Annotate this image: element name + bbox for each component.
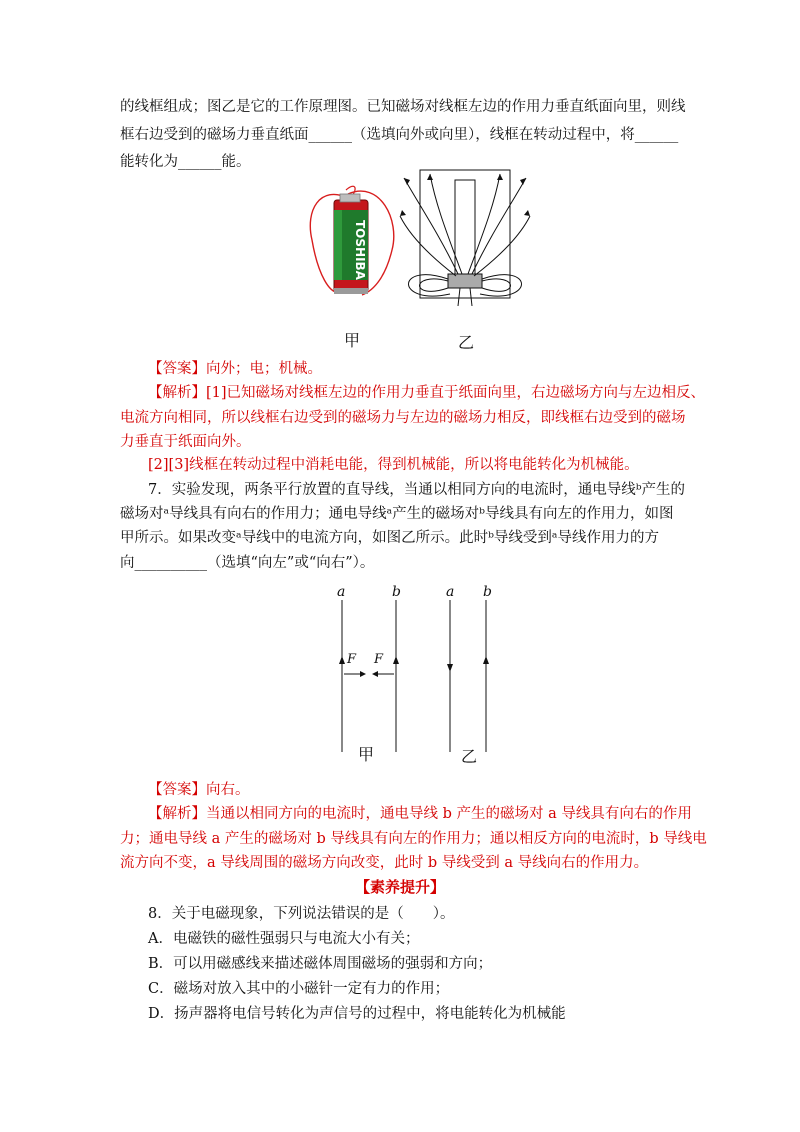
q8-option-b: B．可以用磁感线来描述磁体周围磁场的强弱和方向； xyxy=(148,956,493,972)
q6-fig-label-left: 甲 xyxy=(344,331,361,350)
q7-analysis-line-2: 力；通电导线 a 产生的磁场对 b 导线具有向左的作用力；通以相反方向的电流时，b 导线电 xyxy=(120,831,707,847)
section-title: 【素养提升】 xyxy=(354,878,445,896)
q7-wire-a-label-right: a xyxy=(446,584,455,600)
q6-analysis-line-4: [2][3]线框在转动过程中消耗电能，得到机械能，所以将电能转化为机械能。 xyxy=(148,457,639,473)
q7-fig-label-right: 乙 xyxy=(461,747,478,766)
q6-line-3: 能转化为______能。 xyxy=(120,154,251,170)
q7-line-1: 7．实验发现，两条平行放置的直导线，当通以相同方向的电流时，通电导线ᵇ产生的 xyxy=(148,482,686,498)
q7-wire-b-label-right: b xyxy=(483,584,492,600)
q7-wire-a-label-left: a xyxy=(337,584,346,600)
q7-fig-label-left: 甲 xyxy=(358,745,375,764)
q8-option-d: D．扬声器将电信号转化为声信号的过程中，将电能转化为机械能 xyxy=(148,1006,566,1022)
battery-coil-figure xyxy=(300,180,400,305)
q6-line-2: 框右边受到的磁场力垂直纸面______（选填向外或向里），线框在转动过程中，将______ xyxy=(120,127,679,143)
q7-line-3: 甲所示。如果改变ᵃ导线中的电流方向，如图乙所示。此时ᵇ导线受到ᵃ导线作用力的方 xyxy=(120,530,659,546)
q6-analysis-line-2: 电流方向相同，所以线框右边受到的磁场力与左边的磁场力相反，即线框右边受到的磁场 xyxy=(120,410,686,426)
q7-answer: 【答案】向右。 xyxy=(148,782,250,798)
q7-force-label-right: F xyxy=(374,652,384,667)
q7-analysis-line-1: 【解析】当通以相同方向的电流时，通电导线 b 产生的磁场对 a 导线具有向右的作用 xyxy=(148,806,692,822)
q7-force-label-left: F xyxy=(347,652,357,667)
q6-line-1: 的线框组成；图乙是它的工作原理图。已知磁场对线框左边的作用力垂直纸面向里，则线 xyxy=(120,99,686,115)
q7-line-4: 向__________（选填“向左”或“向右”）。 xyxy=(120,555,375,571)
q7-line-2: 磁场对ᵃ导线具有向右的作用力；通电导线ᵃ产生的磁场对ᵇ导线具有向左的作用力，如图 xyxy=(120,506,674,522)
q8-option-a: A．电磁铁的磁性强弱只与电流大小有关； xyxy=(148,931,420,947)
q7-analysis-line-3: 流方向不变，a 导线周围的磁场方向改变，此时 b 导线受到 a 导线向右的作用力。 xyxy=(120,855,649,871)
magnetic-field-figure xyxy=(400,166,530,306)
q6-analysis-line-3: 力垂直于纸面向外。 xyxy=(120,434,251,450)
q6-answer: 【答案】向外；电；机械。 xyxy=(148,361,322,377)
parallel-wires-figure xyxy=(320,580,520,760)
q8-stem: 8．关于电磁现象，下列说法错误的是（ ）。 xyxy=(148,906,455,922)
q6-analysis-line-1: 【解析】[1]已知磁场对线框左边的作用力垂直于纸面向里，右边磁场方向与左边相反、 xyxy=(148,385,706,401)
q7-wire-b-label-left: b xyxy=(392,584,401,600)
q6-fig-label-right: 乙 xyxy=(458,333,475,352)
q8-option-c: C．磁场对放入其中的小磁针一定有力的作用； xyxy=(148,981,450,997)
battery-brand-label: TOSHIBA xyxy=(353,220,367,280)
